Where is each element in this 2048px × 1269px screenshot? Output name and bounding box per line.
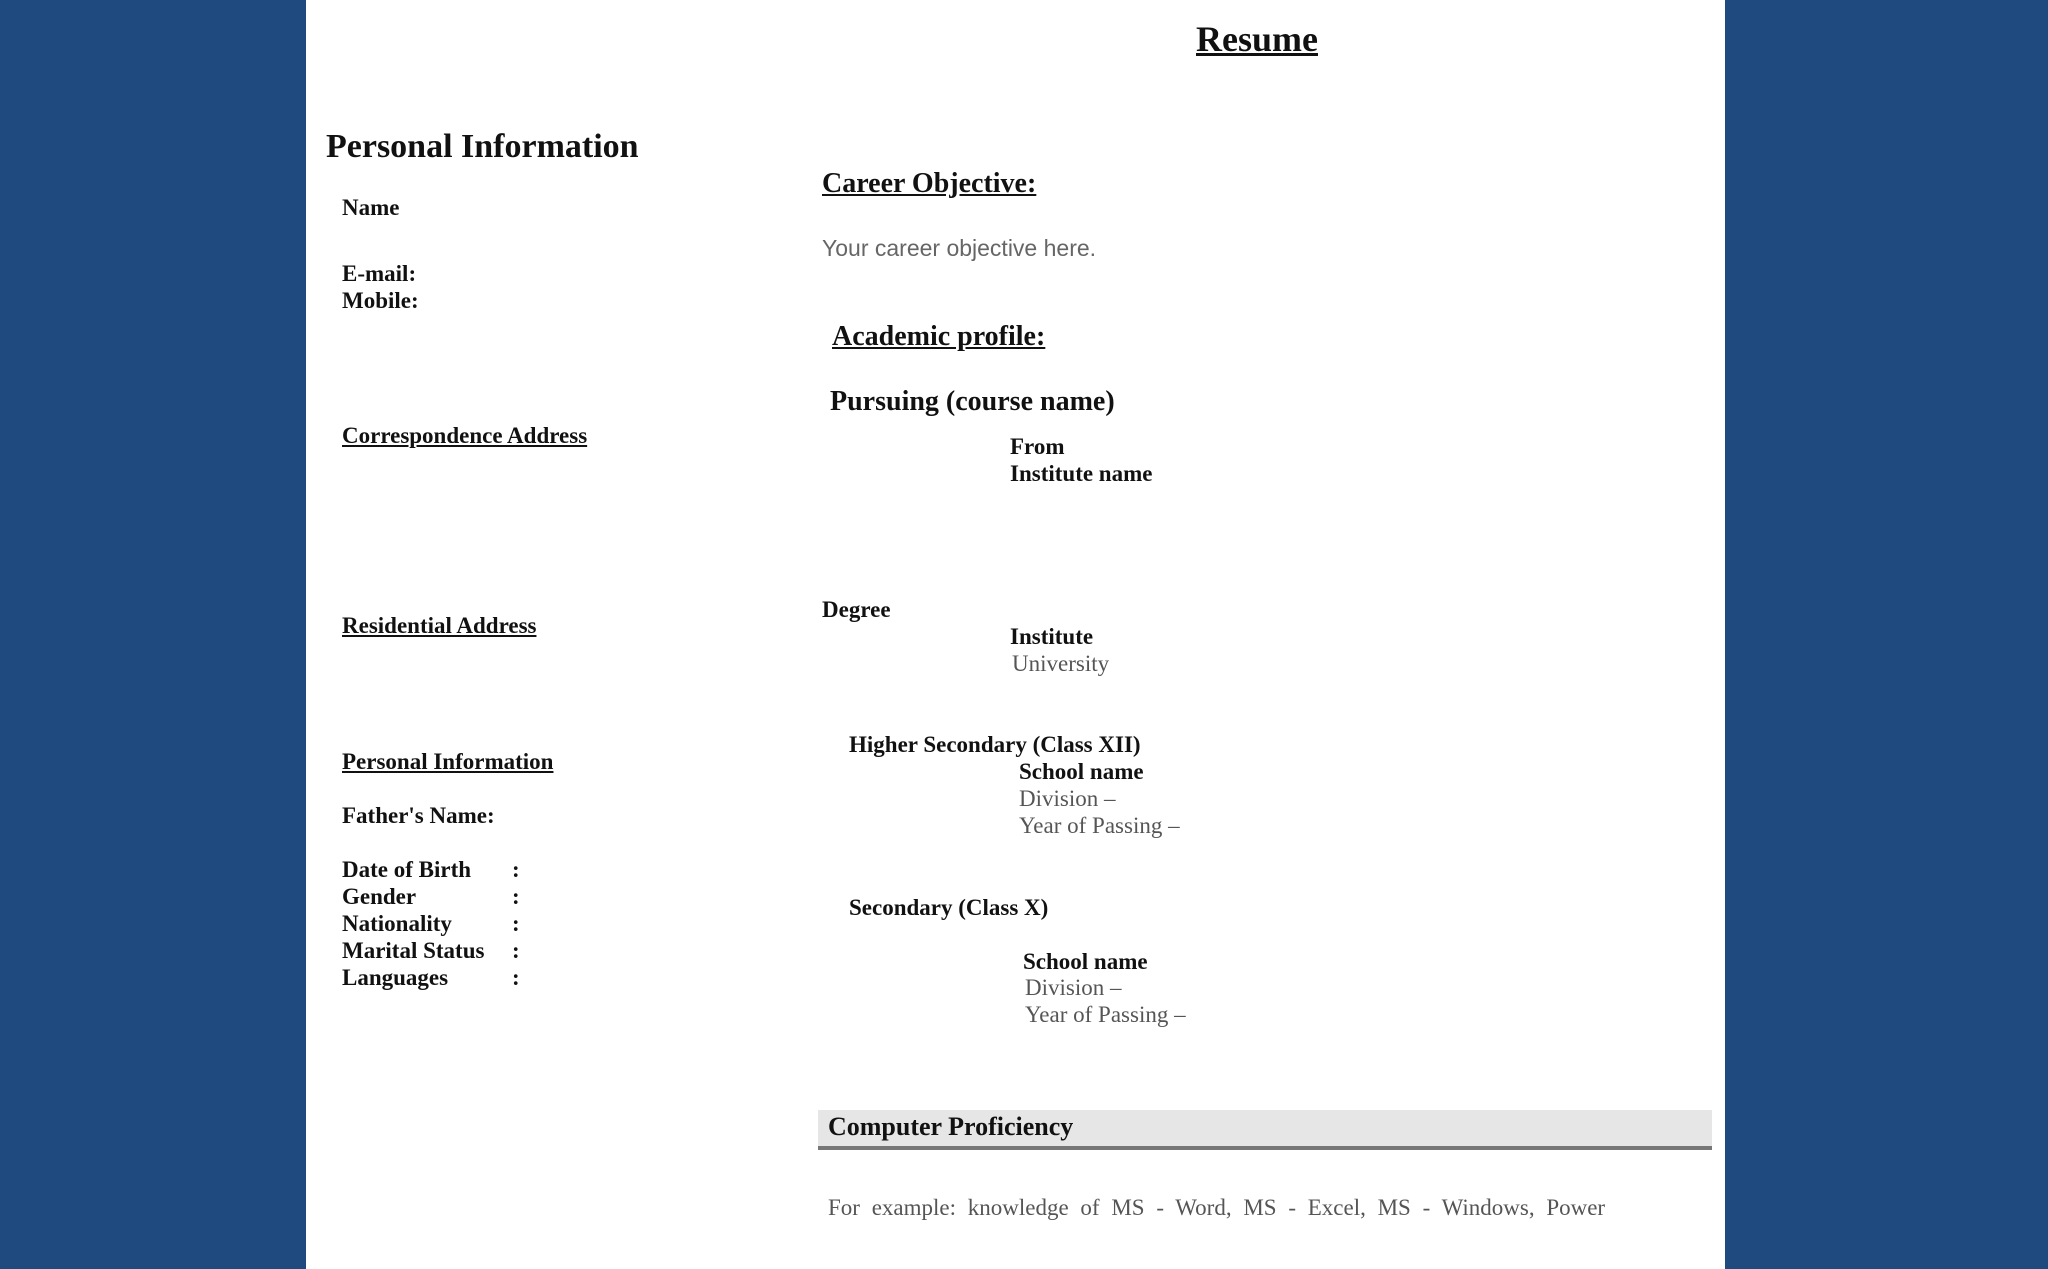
secondary-school: School name xyxy=(1023,949,1148,974)
personal-information-heading: Personal Information xyxy=(326,128,639,165)
detail-separator: : xyxy=(512,938,520,963)
pursuing-from: From xyxy=(1010,434,1065,459)
resume-page xyxy=(306,0,1725,1269)
detail-key: Gender xyxy=(342,884,417,909)
mobile-label: Mobile: xyxy=(342,288,419,313)
detail-key: Languages xyxy=(342,965,449,990)
pursuing-course-title: Pursuing (course name) xyxy=(830,386,1115,417)
pursuing-institute: Institute name xyxy=(1010,461,1153,486)
secondary-title: Secondary (Class X) xyxy=(849,895,1049,920)
detail-row xyxy=(342,910,520,937)
detail-key: Date of Birth xyxy=(342,857,472,882)
detail-row xyxy=(342,937,520,964)
correspondence-address-label: Correspondence Address xyxy=(342,423,588,448)
email-label: E-mail: xyxy=(342,261,417,286)
document-title: Resume xyxy=(1196,19,1318,59)
secondary-year: Year of Passing – xyxy=(1025,1002,1186,1027)
detail-separator: : xyxy=(512,911,520,936)
higher-secondary-title: Higher Secondary (Class XII) xyxy=(849,732,1141,757)
career-objective-heading: Career Objective: xyxy=(822,168,1037,199)
higher-secondary-division: Division – xyxy=(1019,786,1116,811)
detail-row xyxy=(342,964,520,991)
detail-row xyxy=(342,856,520,883)
degree-university: University xyxy=(1012,651,1110,676)
residential-address-label: Residential Address xyxy=(342,613,537,638)
detail-separator: : xyxy=(512,884,520,909)
computer-proficiency-bar xyxy=(818,1110,1712,1150)
secondary-division: Division – xyxy=(1025,975,1122,1000)
degree-label: Degree xyxy=(822,597,891,622)
higher-secondary-year: Year of Passing – xyxy=(1019,813,1180,838)
career-objective-text: Your career objective here. xyxy=(822,235,1097,261)
computer-proficiency-example: For example: knowledge of MS - Word, MS - Excel, MS - Windows, Power xyxy=(828,1195,1606,1220)
personal-details-list xyxy=(342,856,520,991)
name-label: Name xyxy=(342,195,400,220)
academic-profile-heading: Academic profile: xyxy=(832,321,1046,352)
detail-key: Nationality xyxy=(342,911,452,936)
higher-secondary-school: School name xyxy=(1019,759,1144,784)
degree-institute: Institute xyxy=(1010,624,1094,649)
detail-key: Marital Status xyxy=(342,938,485,963)
detail-separator: : xyxy=(512,965,520,990)
personal-information-subheading: Personal Information xyxy=(342,749,554,774)
detail-row xyxy=(342,883,520,910)
detail-separator: : xyxy=(512,857,520,882)
computer-proficiency-heading: Computer Proficiency xyxy=(828,1112,1074,1141)
fathers-name-label: Father's Name: xyxy=(342,803,495,828)
